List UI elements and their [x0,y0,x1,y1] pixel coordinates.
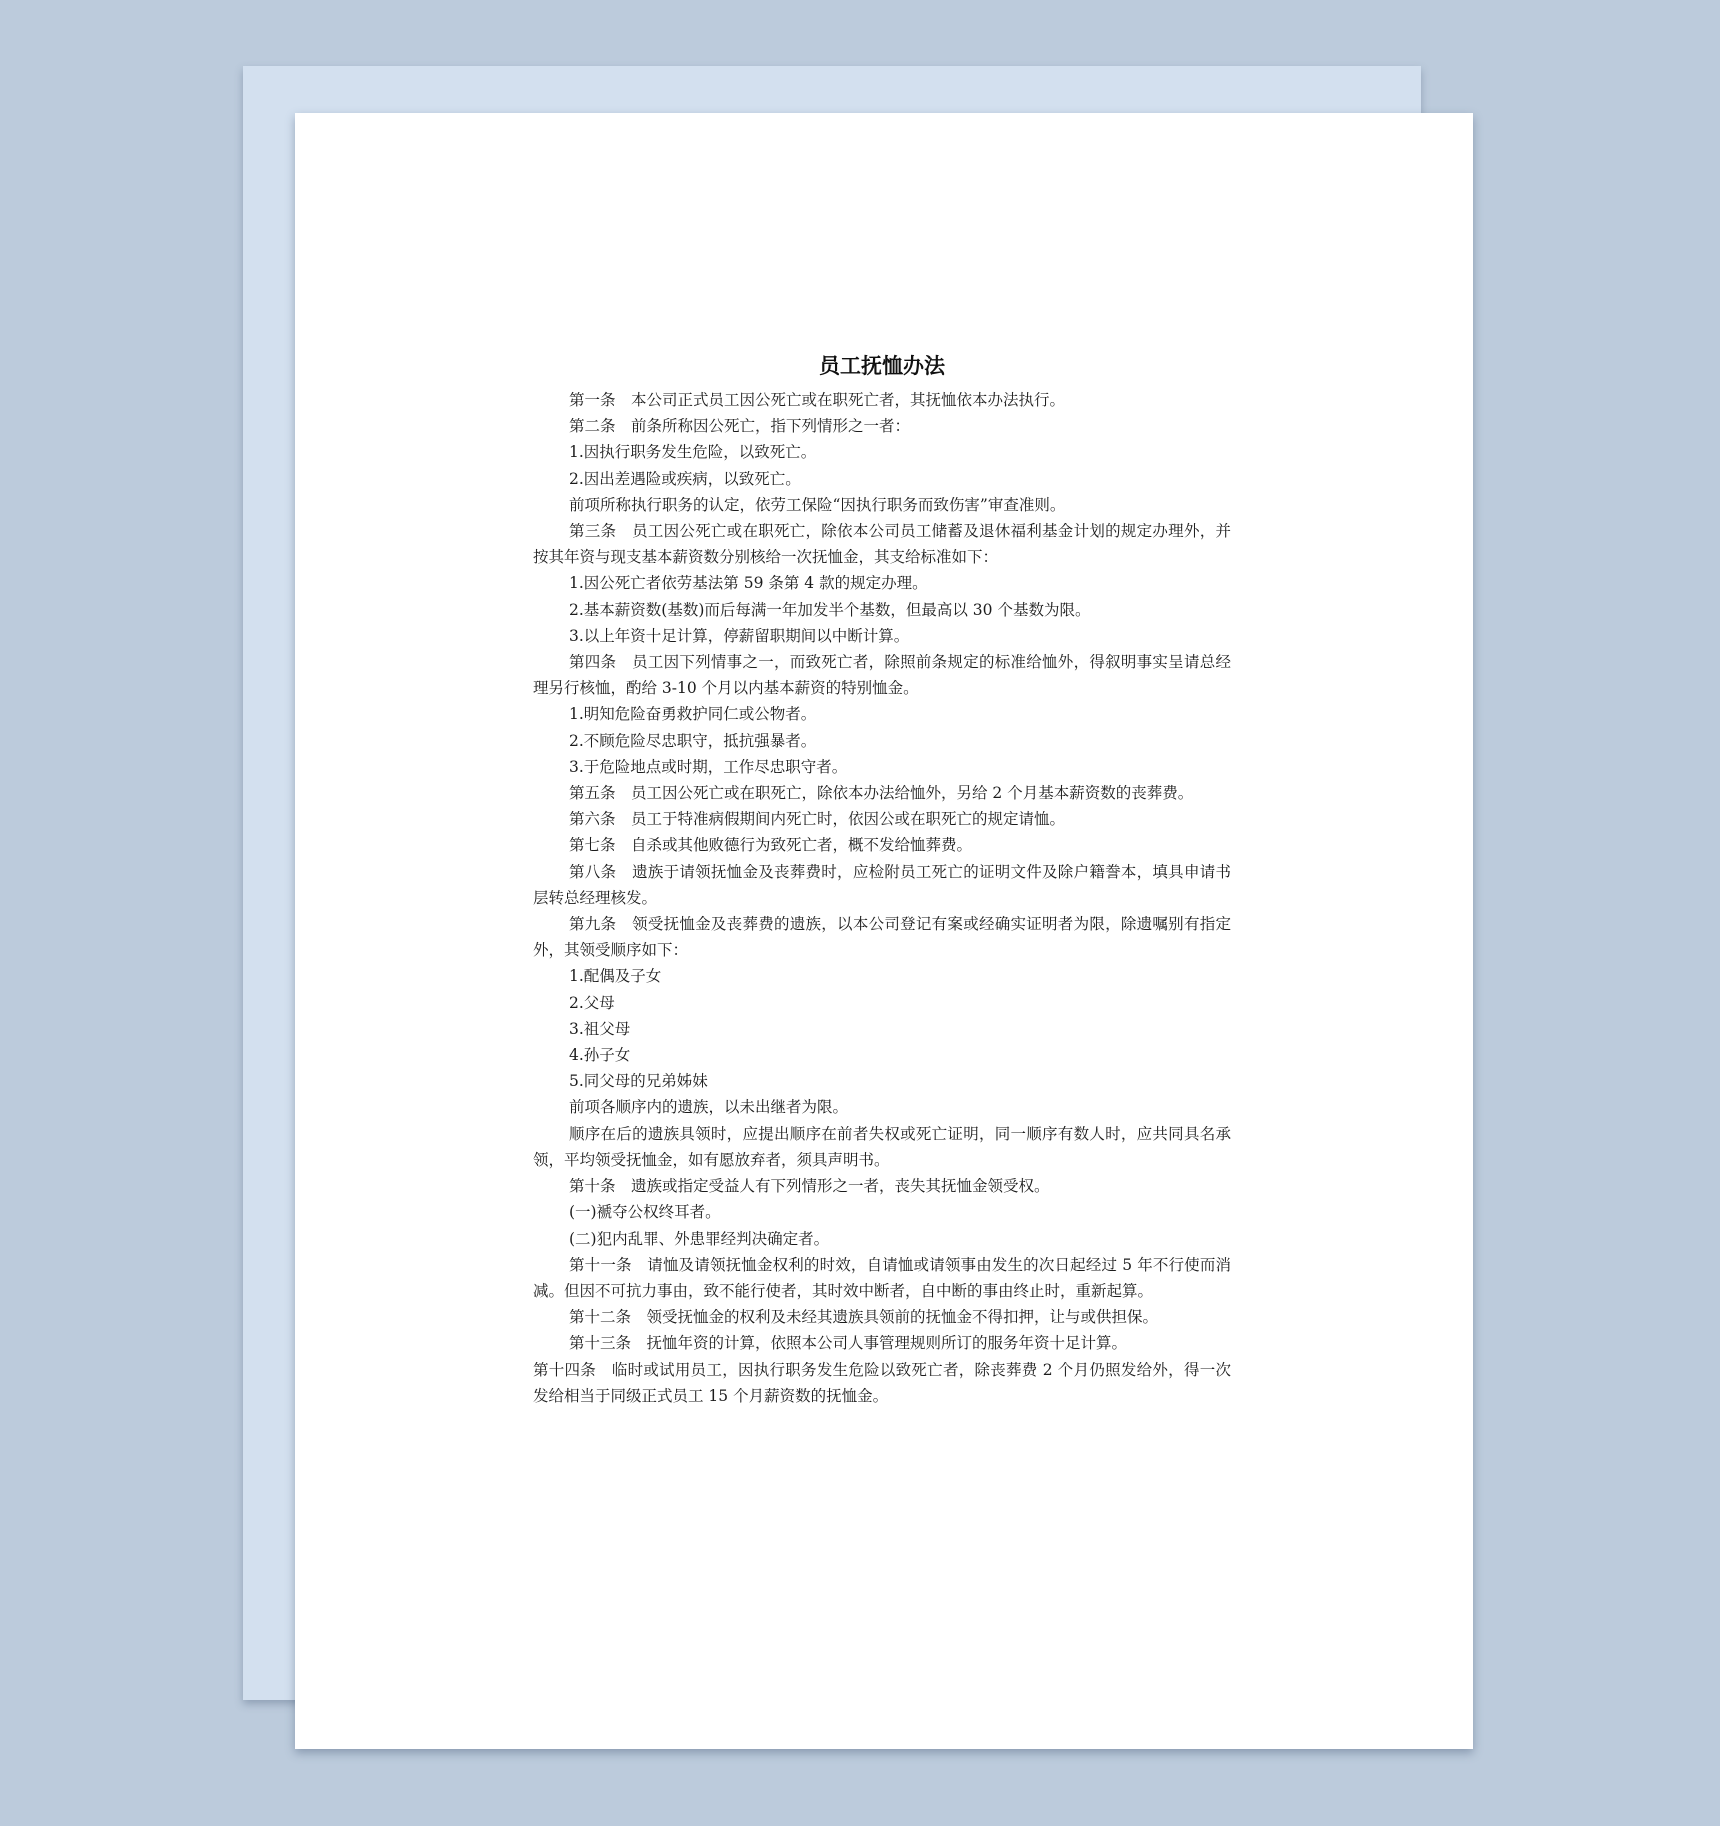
document-body [533,351,1231,1409]
document-paragraph: 第六条 员工于特准病假期间内死亡时，依因公或在职死亡的规定请恤。 [569,810,1066,829]
paragraph-list [533,387,1231,1409]
document-paragraph: 第三条 员工因公死亡或在职死亡，除依本公司员工储蓄及退休福利基金计划的规定办理外，并按其年资与现支基本薪资数分别核给一次抚恤金，其支给标准如下： [533,522,1231,567]
document-paragraph: 1.配偶及子女 [569,967,662,986]
document-paragraph: 第七条 自杀或其他败德行为致死亡者，概不发给恤葬费。 [569,836,973,855]
document-page [295,113,1473,1749]
document-paragraph: 前项各顺序内的遗族，以未出继者为限。 [569,1098,849,1117]
document-paragraph: 3.于危险地点或时期，工作尽忠职守者。 [569,757,848,776]
document-paragraph: 2.基本薪资数(基数)而后每满一年加发半个基数，但最高以 30 个基数为限。 [569,600,1091,619]
document-paragraph: 1.因公死亡者依劳基法第 59 条第 4 款的规定办理。 [569,574,928,593]
document-paragraph: 第十一条 请恤及请领抚恤金权利的时效，自请恤或请领事由发生的次日起经过 5 年不行使而消减。但因不可抗力事由，致不能行使者，其时效中断者，自中断的事由终止时，重新起算。 [533,1255,1231,1300]
document-title: 员工抚恤办法 [819,353,945,378]
document-paragraph: 第四条 员工因下列情事之一，而致死亡者，除照前条规定的标准给恤外，得叙明事实呈请总经理另行核恤，酌给 3-10 个月以内基本薪资的特别恤金。 [533,653,1231,698]
document-paragraph: 4.孙子女 [569,1046,631,1065]
document-paragraph: 第九条 领受抚恤金及丧葬费的遗族，以本公司登记有案或经确实证明者为限，除遗嘱别有指定外，其领受顺序如下： [533,915,1231,960]
document-paragraph: 2.父母 [569,993,615,1012]
document-paragraph: 1.明知危险奋勇救护同仁或公物者。 [569,705,817,724]
document-paragraph: 1.因执行职务发生危险，以致死亡。 [569,443,817,462]
document-paragraph: 第十三条 抚恤年资的计算，依照本公司人事管理规则所订的服务年资十足计算。 [569,1334,1128,1353]
document-paragraph: 第十条 遗族或指定受益人有下列情形之一者，丧失其抚恤金领受权。 [569,1177,1050,1196]
document-paragraph: 2.不顾危险尽忠职守，抵抗强暴者。 [569,731,817,750]
document-paragraph: (二)犯内乱罪、外患罪经判决确定者。 [569,1229,830,1248]
document-paragraph: 3.以上年资十足计算，停薪留职期间以中断计算。 [569,626,910,645]
document-paragraph: 5.同父母的兄弟姊妹 [569,1072,708,1091]
document-paragraph: 顺序在后的遗族具领时，应提出顺序在前者失权或死亡证明，同一顺序有数人时，应共同具名承领，平均领受抚恤金，如有愿放弃者，须具声明书。 [533,1124,1231,1169]
document-paragraph: 第五条 员工因公死亡或在职死亡，除依本办法给恤外，另给 2 个月基本薪资数的丧葬费。 [569,784,1194,803]
document-paragraph: 第八条 遗族于请领抚恤金及丧葬费时，应检附员工死亡的证明文件及除户籍誊本，填具申请书层转总经理核发。 [533,862,1231,907]
document-paragraph: 前项所称执行职务的认定，依劳工保险“因执行职务而致伤害”审查准则。 [569,495,1066,514]
document-paragraph: 2.因出差遇险或疾病，以致死亡。 [569,469,801,488]
document-paragraph: 第十四条 临时或试用员工，因执行职务发生危险以致死亡者，除丧葬费 2 个月仍照发给外，得一次发给相当于同级正式员工 15 个月薪资数的抚恤金。 [533,1360,1231,1405]
document-paragraph: (一)褫夺公权终耳者。 [569,1203,721,1222]
document-paragraph: 第二条 前条所称因公死亡，指下列情形之一者： [569,417,911,436]
document-paragraph: 第十二条 领受抚恤金的权利及未经其遗族具领前的抚恤金不得扣押，让与或供担保。 [569,1308,1159,1327]
document-paragraph: 3.祖父母 [569,1019,631,1038]
document-paragraph: 第一条 本公司正式员工因公死亡或在职死亡者，其抚恤依本办法执行。 [569,391,1066,409]
